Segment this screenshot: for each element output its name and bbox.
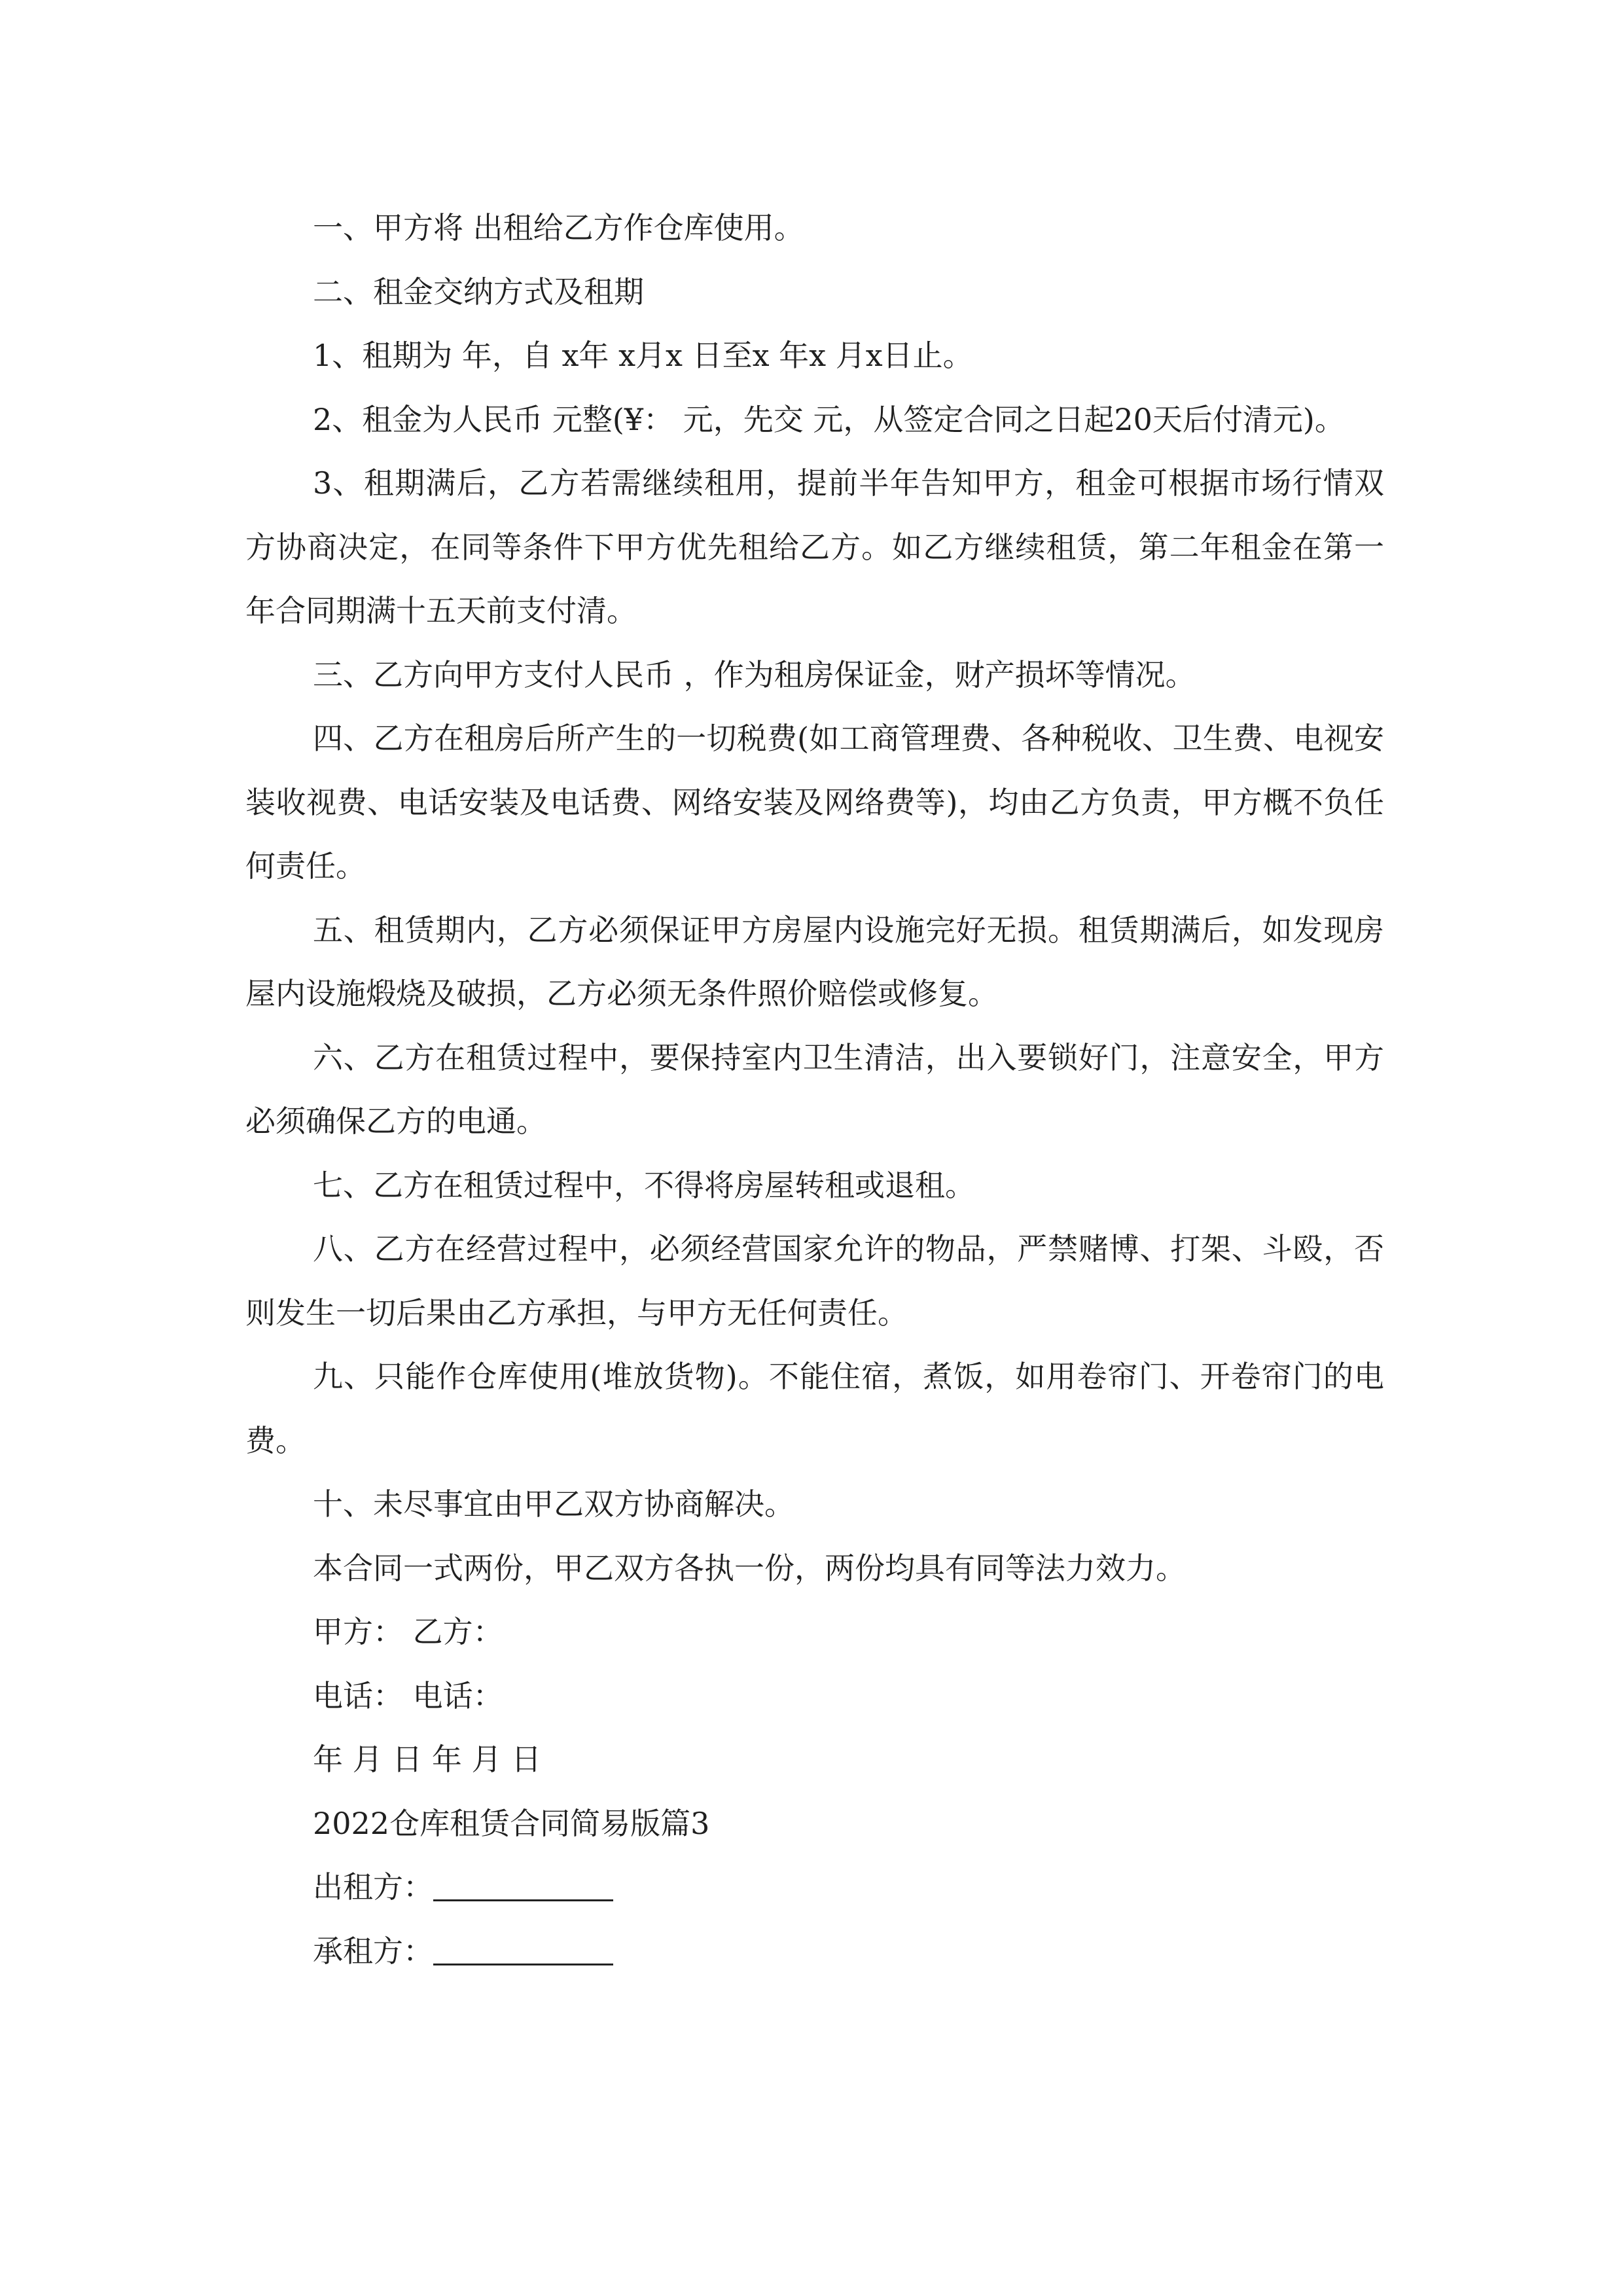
clause-10-negotiation: 十、未尽事宜由甲乙双方协商解决。 bbox=[313, 1486, 794, 1522]
clause-3-deposit: 三、乙方向甲方支付人民币 ，作为租房保证金，财产损坏等情况。 bbox=[313, 656, 1196, 692]
signature-phones: 电话： 电话： bbox=[313, 1677, 503, 1713]
clause-2-rent: 2、租金为人民币 元整(¥： 元，先交 元，从签定合同之日起20天后付清元)。 bbox=[313, 401, 1345, 437]
clause-6-hygiene: 六、乙方在租赁过程中，要保持室内卫生清洁，出入要锁好门，注意安全，甲方必须确保乙方的电通。 bbox=[245, 1039, 1384, 1139]
signature-dates: 年 月 日 年 月 日 bbox=[313, 1742, 542, 1777]
lessor-blank-line bbox=[433, 1871, 613, 1901]
section-title: 2022仓库租赁合同简易版篇3 bbox=[313, 1805, 710, 1841]
clause-9-storage-only: 九、只能作仓库使用(堆放货物)。不能住宿，煮饭，如用卷帘门、开卷帘门的电费。 bbox=[245, 1359, 1384, 1458]
lessee-blank-line bbox=[433, 1935, 613, 1965]
signature-parties: 甲方： 乙方： bbox=[313, 1614, 503, 1649]
clause-5-facilities: 五、租赁期内，乙方必须保证甲方房屋内设施完好无损。租赁期满后，如发现房屋内设施煅烧及破损，乙方必须无条件照价赔偿或修复。 bbox=[245, 912, 1384, 1011]
lessee-label: 承租方： bbox=[313, 1933, 433, 1969]
contract-body bbox=[245, 196, 1384, 1983]
clause-2-term: 1、租期为 年，自 x年 x月x 日至x 年x 月x日止。 bbox=[313, 338, 973, 373]
clause-2-renewal: 3、租期满后，乙方若需继续租用，提前半年告知甲方，租金可根据市场行情双方协商决定，在同等条件下甲方优先租给乙方。如乙方继续租赁，第二年租金在第一年合同期满十五天前支付清。 bbox=[245, 465, 1384, 628]
lessee-line bbox=[245, 1920, 1384, 1984]
clause-2-heading: 二、租金交纳方式及租期 bbox=[313, 274, 644, 310]
lessor-label: 出租方： bbox=[313, 1869, 433, 1905]
lessor-line bbox=[245, 1856, 1384, 1920]
clause-8-business: 八、乙方在经营过程中，必须经营国家允许的物品，严禁赌博、打架、斗殴，否则发生一切后果由乙方承担，与甲方无任何责任。 bbox=[245, 1231, 1384, 1331]
clause-7-sublet: 七、乙方在租赁过程中，不得将房屋转租或退租。 bbox=[313, 1167, 975, 1203]
clause-4-fees: 四、乙方在租房后所产生的一切税费(如工商管理费、各种税收、卫生费、电视安装收视费、电话安装及电话费、网络安装及网络费等)，均由乙方负责，甲方概不负任何责任。 bbox=[245, 721, 1384, 884]
clause-1-use: 一、甲方将 出租给乙方作仓库使用。 bbox=[313, 210, 804, 245]
copies-statement: 本合同一式两份，甲乙双方各执一份，两份均具有同等法力效力。 bbox=[313, 1550, 1186, 1586]
